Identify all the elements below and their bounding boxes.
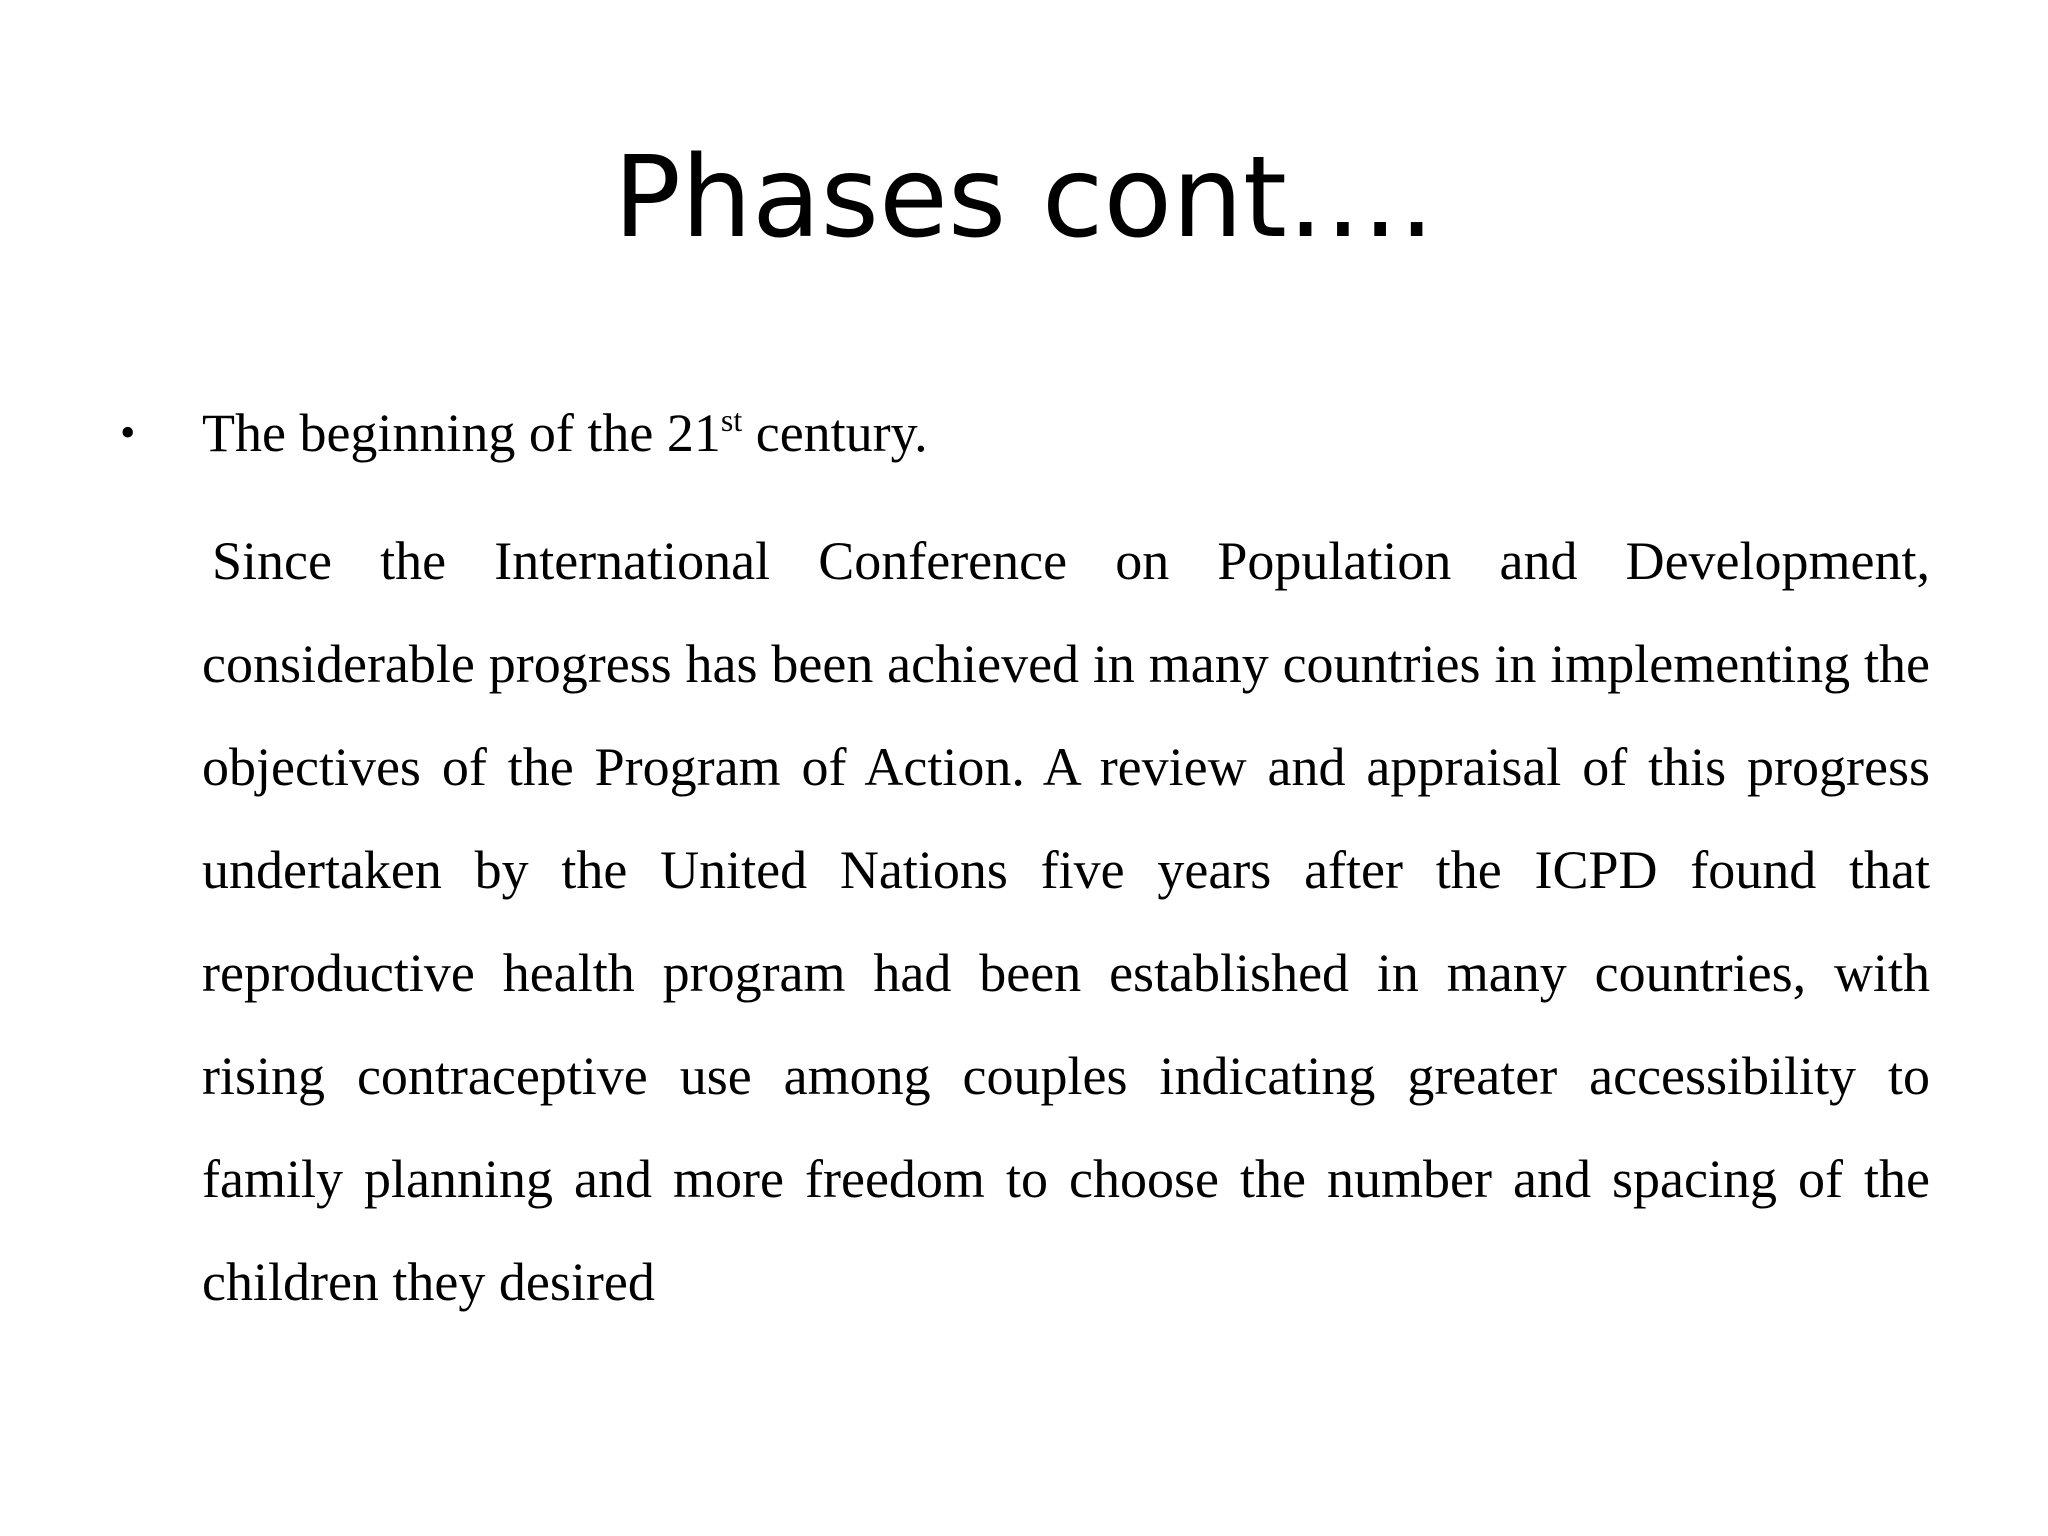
slide-title: Phases cont…. xyxy=(613,133,1435,263)
bullet-icon: • xyxy=(120,408,136,457)
bullet-superscript: st xyxy=(720,402,743,438)
bullet-text xyxy=(202,398,928,468)
body-paragraph: Since the International Conference on Population and Development, considerable progress has been achieved in many countries in implementing the objectives of the Program of Action. A review and appraisal of this progress undertaken by the United Nations five years after the ICPD found that reproductive health program had been established in many countries, with rising contraceptive use among couples indicating greater accessibility to family planning and more freedom to choose the number and spacing of the children they desired xyxy=(202,531,1930,1312)
bullet-text-main: The beginning of the 21 xyxy=(202,403,721,463)
bullet-text-end: century. xyxy=(742,403,928,463)
